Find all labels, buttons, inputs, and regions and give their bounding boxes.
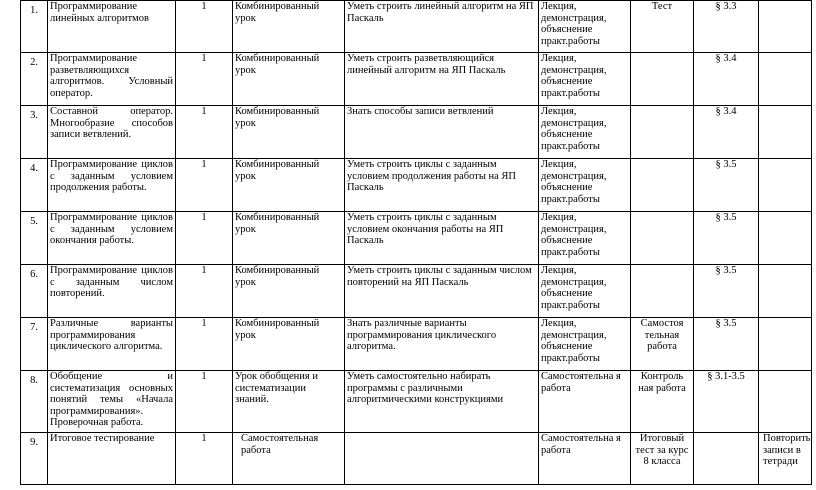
lesson-homework [759,1,812,53]
lesson-outcome: Уметь строить разветвляющийся линейный алгоритм на ЯП Паскаль [345,53,539,106]
lesson-control [631,106,694,159]
lesson-type: Комбинированный урок [233,1,345,53]
lesson-homework [759,159,812,212]
table-row [21,371,812,433]
lesson-control: Итоговый тест за курс 8 класса [631,433,694,485]
lesson-paragraph [694,433,759,485]
lesson-type: Комбинированный урок [233,106,345,159]
lesson-hours: 1 [176,265,233,318]
lesson-homework [759,212,812,265]
lesson-number: 9. [21,433,48,485]
lesson-outcome: Знать различные варианты программирования циклического алгоритма. [345,318,539,371]
lesson-form: Лекция, демонстрация, объяснение практ.работы [539,53,631,106]
lesson-paragraph: § 3.5 [694,265,759,318]
lesson-control: Самостоя тельная работа [631,318,694,371]
lesson-number: 5. [21,212,48,265]
lesson-topic: Обобщение и систематизация основных понятий темы «Начала программирования». Проверочная работа. [48,371,176,433]
lesson-topic: Программирование циклов с заданным условием продолжения работы. [48,159,176,212]
table-row [21,53,812,106]
lesson-homework [759,106,812,159]
lesson-paragraph: § 3.5 [694,318,759,371]
lesson-outcome: Уметь строить циклы с заданным условием окончания работы на ЯП Паскаль [345,212,539,265]
lesson-topic: Итоговое тестирование [48,433,176,485]
table-row [21,433,812,485]
lesson-hours: 1 [176,53,233,106]
lesson-outcome: Уметь самостоятельно набирать программы с различными алгоритмическими конструкциями [345,371,539,433]
lesson-type: Комбинированный урок [233,318,345,371]
lesson-number: 2. [21,53,48,106]
lesson-hours: 1 [176,212,233,265]
lesson-number: 7. [21,318,48,371]
table-row [21,318,812,371]
lesson-topic: Различные варианты программирования циклического алгоритма. [48,318,176,371]
lesson-outcome [345,433,539,485]
lesson-outcome: Уметь строить циклы с заданным условием продолжения работы на ЯП Паскаль [345,159,539,212]
lesson-homework: Повторить записи в тетради [759,433,812,485]
lesson-hours: 1 [176,106,233,159]
lesson-type: Комбинированный урок [233,53,345,106]
lesson-hours: 1 [176,159,233,212]
lesson-control [631,159,694,212]
lesson-form: Самостоятельна я работа [539,371,631,433]
lesson-topic: Программирование циклов с заданным числом повторений. [48,265,176,318]
lesson-topic: Программирование линейных алгоритмов [48,1,176,53]
lesson-paragraph: § 3.3 [694,1,759,53]
lesson-paragraph: § 3.4 [694,53,759,106]
lesson-homework [759,371,812,433]
table-row [21,212,812,265]
lesson-form: Лекция, демонстрация, объяснение практ.работы [539,265,631,318]
table-row [21,1,812,53]
lesson-homework [759,318,812,371]
lesson-form: Лекция, демонстрация, объяснение практ.работы [539,106,631,159]
lesson-form: Лекция, демонстрация, объяснение практ.работы [539,1,631,53]
lesson-number: 3. [21,106,48,159]
lesson-outcome: Уметь строить линейный алгоритм на ЯП Паскаль [345,1,539,53]
lesson-type: Комбинированный урок [233,265,345,318]
lesson-form: Лекция, демонстрация, объяснение практ.работы [539,212,631,265]
lesson-control: Контроль ная работа [631,371,694,433]
lesson-number: 1. [21,1,48,53]
lesson-paragraph: § 3.1-3.5 [694,371,759,433]
table-row [21,106,812,159]
lesson-homework [759,53,812,106]
lesson-control [631,265,694,318]
table-row [21,265,812,318]
lesson-homework [759,265,812,318]
table-row [21,159,812,212]
lesson-control: Тест [631,1,694,53]
lesson-outcome: Уметь строить циклы с заданным числом повторений на ЯП Паскаль [345,265,539,318]
lesson-hours: 1 [176,1,233,53]
lesson-topic: Программирование разветвляющихся алгоритмов. Условный оператор. [48,53,176,106]
lesson-hours: 1 [176,433,233,485]
lesson-paragraph: § 3.5 [694,212,759,265]
lesson-hours: 1 [176,318,233,371]
lesson-topic: Составной оператор. Многообразие способов записи ветвлений. [48,106,176,159]
lesson-control [631,212,694,265]
lesson-topic: Программирование циклов с заданным условием окончания работы. [48,212,176,265]
lesson-number: 6. [21,265,48,318]
lesson-control [631,53,694,106]
lesson-type: Урок обобщения и систематизации знаний. [233,371,345,433]
lesson-hours: 1 [176,371,233,433]
lesson-form: Самостоятельна я работа [539,433,631,485]
lesson-form: Лекция, демонстрация, объяснение практ.работы [539,159,631,212]
lesson-number: 4. [21,159,48,212]
lesson-number: 8. [21,371,48,433]
lesson-paragraph: § 3.4 [694,106,759,159]
lesson-form: Лекция, демонстрация, объяснение практ.работы [539,318,631,371]
lesson-outcome: Знать способы записи ветвлений [345,106,539,159]
lesson-paragraph: § 3.5 [694,159,759,212]
lesson-plan-table [20,0,812,485]
lesson-type: Комбинированный урок [233,159,345,212]
lesson-type: Комбинированный урок [233,212,345,265]
lesson-type: Самостоятельная работа [233,433,345,485]
